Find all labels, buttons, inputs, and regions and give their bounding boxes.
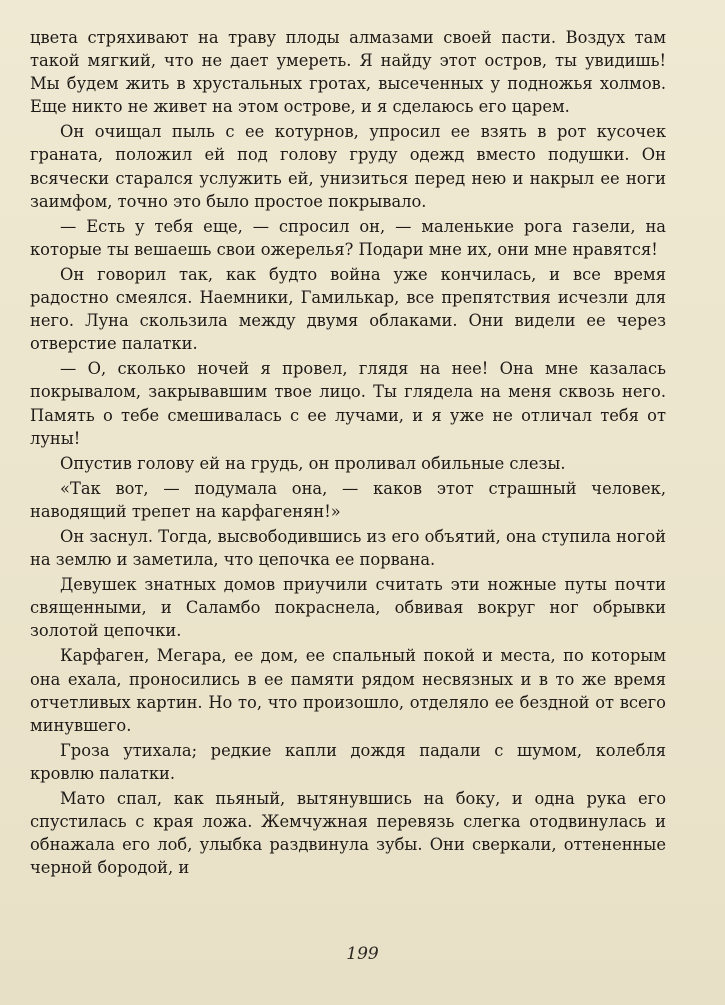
paragraph-8: Он заснул. Тогда, высвободившись из его объятий, она ступила ногой на землю и заметила, что цепочка ее порвана.	[30, 526, 666, 570]
paragraph-7: «Так вот, — подумала она, — каков этот страшный человек, наводящий трепет на карфагенян!»	[30, 478, 666, 521]
paragraph-12: Мато спал, как пьяный, вытянувшись на боку, и одна рука его спустилась с края ложа. Жемчужная перевязь слегка отодвинулась и обнажала его лоб, улыбка раздвинула зубы. Они сверкали, оттененные черной бородой, и	[30, 789, 666, 878]
paragraph-6: Опустив голову ей на грудь, он проливал обильные слезы.	[60, 453, 566, 473]
paragraph-4: Он говорил так, как будто война уже кончилась, и все время радостно смеялся. Наемники, Гамилькар, все препятствия исчезли для него. Луна скользила между двумя облаками. Они видели ее через отверстие палатки.	[30, 264, 666, 354]
page-number: 199	[346, 944, 379, 964]
paragraph-2: Он очищал пыль с ее котурнов, упросил ее взять в рот кусочек граната, положил ей под голову груду одежд вместо подушки. Он всячески старался услужить ей, унизиться перед нею и накрыл ее ноги заимфом, точно это было простое покрывало.	[30, 122, 666, 211]
paragraph-1: цвета стряхивают на траву плоды алмазами своей пасти. Воздух там такой мягкий, что не дает умереть. Я найду этот остров, ты увидишь! Мы будем жить в хрустальных гротах, высеченных у подножья холмов. Еще никто не живет на этом острове, и я сделаюсь его царем.	[30, 28, 666, 117]
body-text	[30, 26, 666, 881]
paragraph-5: — О, сколько ночей я провел, глядя на нее! Она мне казалась покрывалом, закрывавшим твое лицо. Ты глядела на меня сквозь него. Память о тебе смешивалась с ее лучами, и я уже не отличал тебя от луны!	[30, 359, 666, 448]
paragraph-9: Девушек знатных домов приучили считать эти ножные путы почти священными, и Саламбо покраснела, обвивая вокруг ног обрывки золотой цепочки.	[30, 575, 666, 641]
paragraph-11: Гроза утихала; редкие капли дождя падали с шумом, колебля кровлю палатки.	[30, 740, 666, 783]
paragraph-3: — Есть у тебя еще, — спросил он, — маленькие рога газели, на которые ты вешаешь свои ожерелья? Подари мне их, они мне нравятся!	[30, 216, 666, 259]
paragraph-10: Карфаген, Мегара, ее дом, ее спальный покой и места, по которым она ехала, проносились в ее памяти рядом несвязных и в то же время отчетливых картин. Но то, что произошло, отделяло ее бездной от всего минувшего.	[30, 646, 666, 735]
